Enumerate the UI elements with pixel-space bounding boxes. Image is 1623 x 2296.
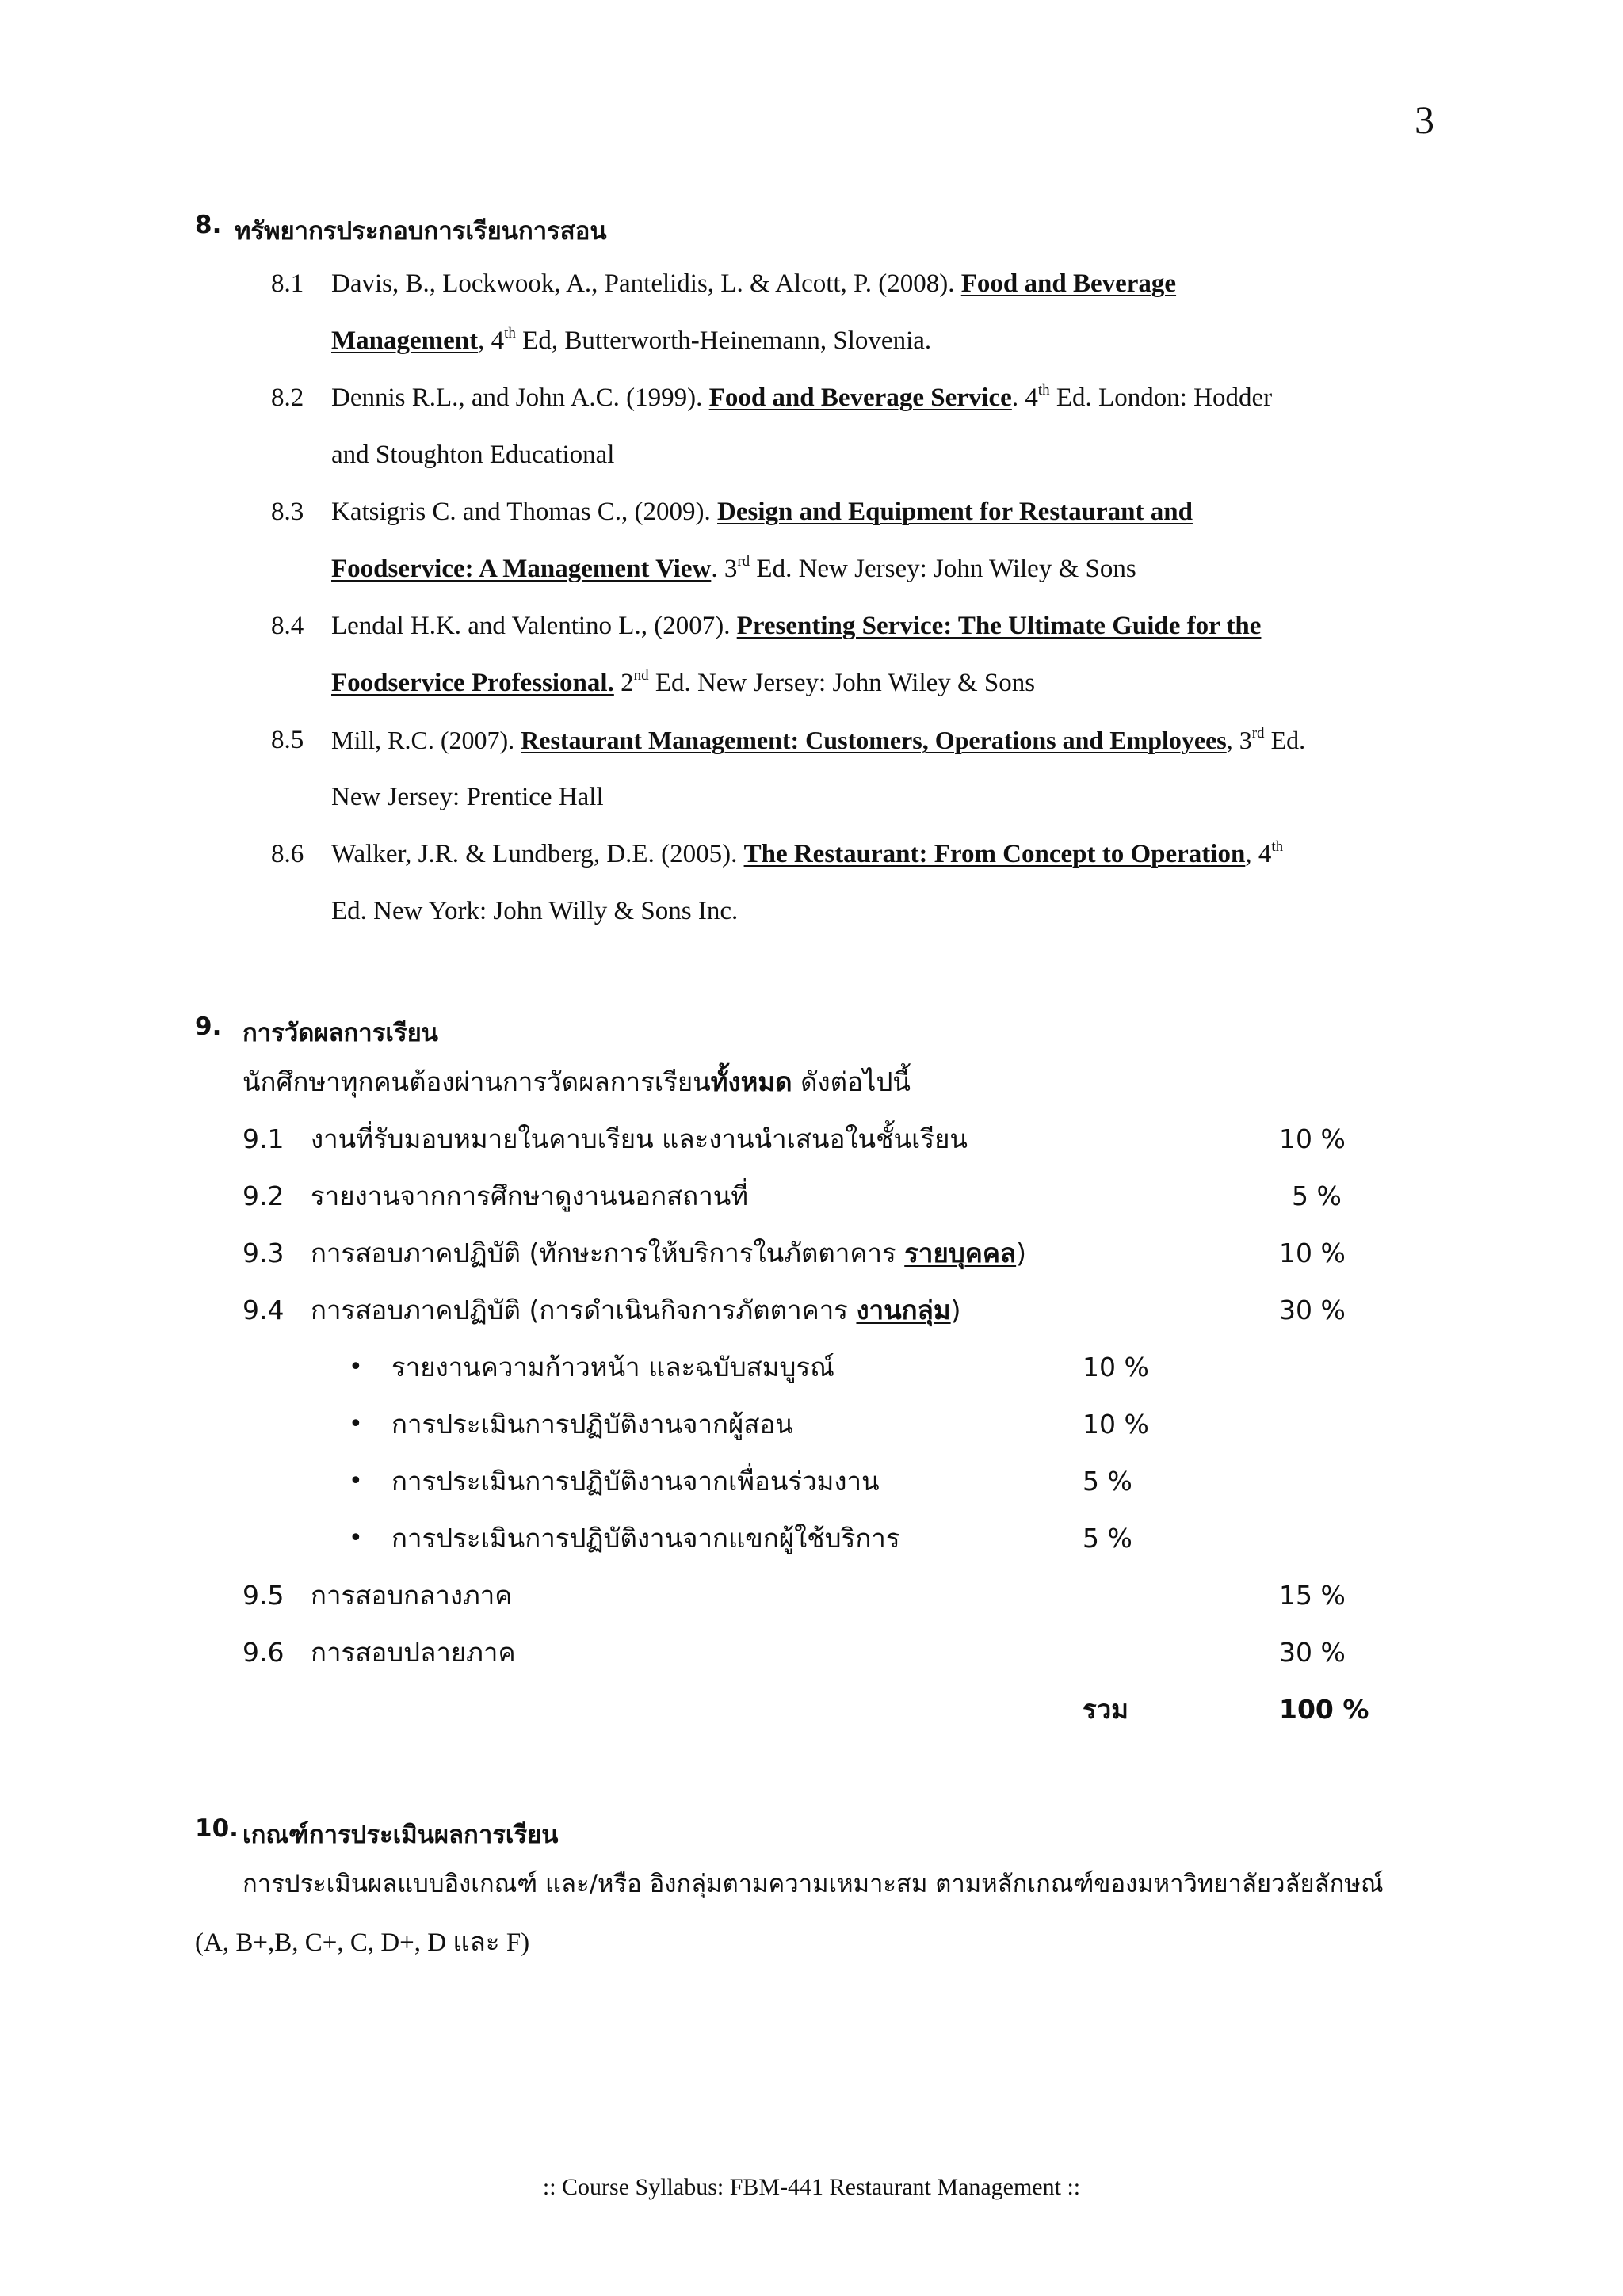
ref-text: Ed. New Jersey: John Wiley & Sons: [648, 669, 1036, 697]
ref-edition-suffix: th: [504, 325, 516, 341]
ref-book-title: Foodservice Professional.: [331, 669, 614, 697]
assessment-percent: 30 %: [1279, 1295, 1346, 1325]
ref-line: [331, 268, 1176, 299]
page-footer: :: Course Syllabus: FBM-441 Restaurant Management ::: [542, 2174, 1081, 2200]
bullet-icon: •: [349, 1524, 363, 1552]
subitem-text: รายงานความก้าวหน้า และฉบับสมบูรณ์: [391, 1352, 834, 1383]
ref-text: Ed. London: Hodder: [1049, 383, 1273, 412]
assessment-emphasis: งานกลุ่ม: [856, 1295, 951, 1325]
ref-line: [331, 496, 1193, 528]
intro-emphasis: ทั้งหมด: [710, 1066, 792, 1097]
assessment-text: [311, 1238, 1026, 1269]
assessment-text: [311, 1295, 961, 1326]
bullet-icon: •: [349, 1353, 363, 1381]
total-percent: 100 %: [1279, 1694, 1369, 1725]
section-8-number: 8.: [195, 211, 222, 239]
ref-line: [331, 724, 1305, 756]
ref-text: , 4: [1245, 840, 1272, 868]
section-9-intro: [242, 1066, 911, 1098]
section-10-title: เกณฑ์การประเมินผลการเรียน: [242, 1821, 559, 1849]
ref-text: Ed, Butterworth-Heinemann, Slovenia.: [515, 326, 932, 355]
ref-text: 2: [613, 669, 634, 697]
grading-description: การประเมินผลแบบอิงเกณฑ์ และ/หรือ อิงกลุ่มตามความเหมาะสม ตามหลักเกณฑ์ของมหาวิทยาลัยวลัยลักษณ์: [242, 1870, 1384, 1898]
ref-text: Katsigris C. and Thomas C., (2009).: [331, 498, 718, 526]
assessment-percent: 10 %: [1279, 1123, 1346, 1154]
subitem-text: การประเมินการปฏิบัติงานจากผู้สอน: [391, 1409, 793, 1440]
ref-book-title: Management: [331, 326, 479, 355]
assessment-text: งานที่รับมอบหมายในคาบเรียน และงานนำเสนอในชั้นเรียน: [311, 1123, 968, 1154]
ref-book-title: Design and Equipment for Restaurant and: [717, 498, 1193, 526]
ref-line: and Stoughton Educational: [331, 441, 615, 469]
ref-text: , 4: [478, 326, 505, 355]
assessment-percent: 5 %: [1292, 1180, 1342, 1211]
ref-book-title: Restaurant Management: Customers, Operations and Employees: [521, 726, 1227, 754]
assessment-text: การสอบปลายภาค: [311, 1637, 516, 1668]
assessment-text: รายงานจากการศึกษาดูงานนอกสถานที่: [311, 1180, 749, 1211]
assessment-text-part: การสอบภาคปฏิบัติ (ทักษะการให้บริการในภัตตาคาร: [311, 1238, 905, 1268]
assessment-text-part: ): [950, 1295, 961, 1325]
ref-text: . 3: [711, 555, 738, 583]
assessment-percent: 30 %: [1279, 1637, 1346, 1668]
assessment-text: การสอบกลางภาค: [311, 1580, 513, 1611]
ref-book-title: Food and Beverage: [960, 269, 1177, 298]
ref-text: Ed.: [1264, 726, 1306, 754]
ref-edition-suffix: th: [1271, 838, 1284, 855]
bullet-icon: •: [349, 1410, 363, 1438]
ref-book-title: Presenting Service: The Ultimate Guide for the: [736, 612, 1262, 640]
ref-line: [331, 553, 1136, 585]
assessment-text-part: การสอบภาคปฏิบัติ (การดำเนินกิจการภัตตาคาร: [311, 1295, 857, 1325]
section-9-title: การวัดผลการเรียน: [242, 1019, 438, 1047]
assessment-number: 9.5: [242, 1580, 285, 1611]
ref-book-title: The Restaurant: From Concept to Operation: [743, 840, 1246, 868]
ref-line: [331, 382, 1272, 414]
ref-text: . 4: [1011, 383, 1038, 412]
subitem-percent: 5 %: [1083, 1523, 1132, 1554]
intro-text: นักศึกษาทุกคนต้องผ่านการวัดผลการเรียน: [242, 1066, 711, 1097]
subitem-percent: 5 %: [1083, 1466, 1132, 1497]
ref-edition-suffix: th: [1037, 382, 1050, 399]
ref-line: [331, 838, 1283, 870]
ref-book-title: Foodservice: A Management View: [331, 555, 712, 583]
assessment-number: 9.2: [242, 1180, 285, 1211]
ref-number: 8.1: [271, 269, 304, 298]
ref-number: 8.5: [271, 726, 304, 754]
ref-text: Lendal H.K. and Valentino L., (2007).: [331, 612, 737, 640]
ref-line: [331, 325, 931, 357]
ref-book-title: Food and Beverage Service: [708, 383, 1012, 412]
assessment-text-part: ): [1016, 1238, 1026, 1268]
ref-text: Ed. New Jersey: John Wiley & Sons: [750, 555, 1136, 583]
subitem-percent: 10 %: [1083, 1352, 1149, 1383]
ref-edition-suffix: rd: [737, 553, 750, 570]
ref-text: Walker, J.R. & Lundberg, D.E. (2005).: [331, 840, 744, 868]
assessment-number: 9.4: [242, 1295, 285, 1325]
ref-text: Mill, R.C. (2007).: [331, 726, 521, 754]
ref-number: 8.4: [271, 612, 304, 640]
section-8-title: ทรัพยากรประกอบการเรียนการสอน: [235, 217, 607, 246]
ref-text: Davis, B., Lockwook, A., Pantelidis, L. & Alcott, P. (2008).: [331, 269, 961, 298]
grade-list: (A, B+,B, C+, C, D+, D และ F): [195, 1928, 530, 1957]
page-number: 3: [1415, 97, 1434, 142]
section-9-number: 9.: [195, 1013, 222, 1041]
assessment-percent: 15 %: [1279, 1580, 1346, 1611]
ref-number: 8.6: [271, 840, 304, 868]
total-label: รวม: [1083, 1694, 1129, 1725]
ref-line: New Jersey: Prentice Hall: [331, 783, 604, 811]
ref-line: [331, 610, 1261, 642]
ref-number: 8.2: [271, 383, 304, 412]
section-10-number: 10.: [195, 1814, 239, 1843]
assessment-number: 9.6: [242, 1637, 285, 1668]
ref-number: 8.3: [271, 498, 304, 526]
subitem-text: การประเมินการปฏิบัติงานจากแขกผู้ใช้บริการ: [391, 1523, 900, 1554]
ref-edition-suffix: nd: [633, 667, 649, 684]
ref-line: [331, 667, 1035, 699]
assessment-emphasis: รายบุคคล: [904, 1238, 1017, 1268]
ref-text: Dennis R.L., and John A.C. (1999).: [331, 383, 709, 412]
assessment-number: 9.1: [242, 1123, 285, 1154]
subitem-text: การประเมินการปฏิบัติงานจากเพื่อนร่วมงาน: [391, 1466, 880, 1497]
ref-edition-suffix: rd: [1251, 725, 1265, 742]
ref-text: , 3: [1226, 726, 1252, 754]
subitem-percent: 10 %: [1083, 1409, 1149, 1440]
intro-text: ดังต่อไปนี้: [792, 1066, 911, 1097]
assessment-number: 9.3: [242, 1238, 285, 1268]
ref-line: Ed. New York: John Willy & Sons Inc.: [331, 897, 739, 925]
bullet-icon: •: [349, 1467, 363, 1495]
assessment-percent: 10 %: [1279, 1238, 1346, 1268]
